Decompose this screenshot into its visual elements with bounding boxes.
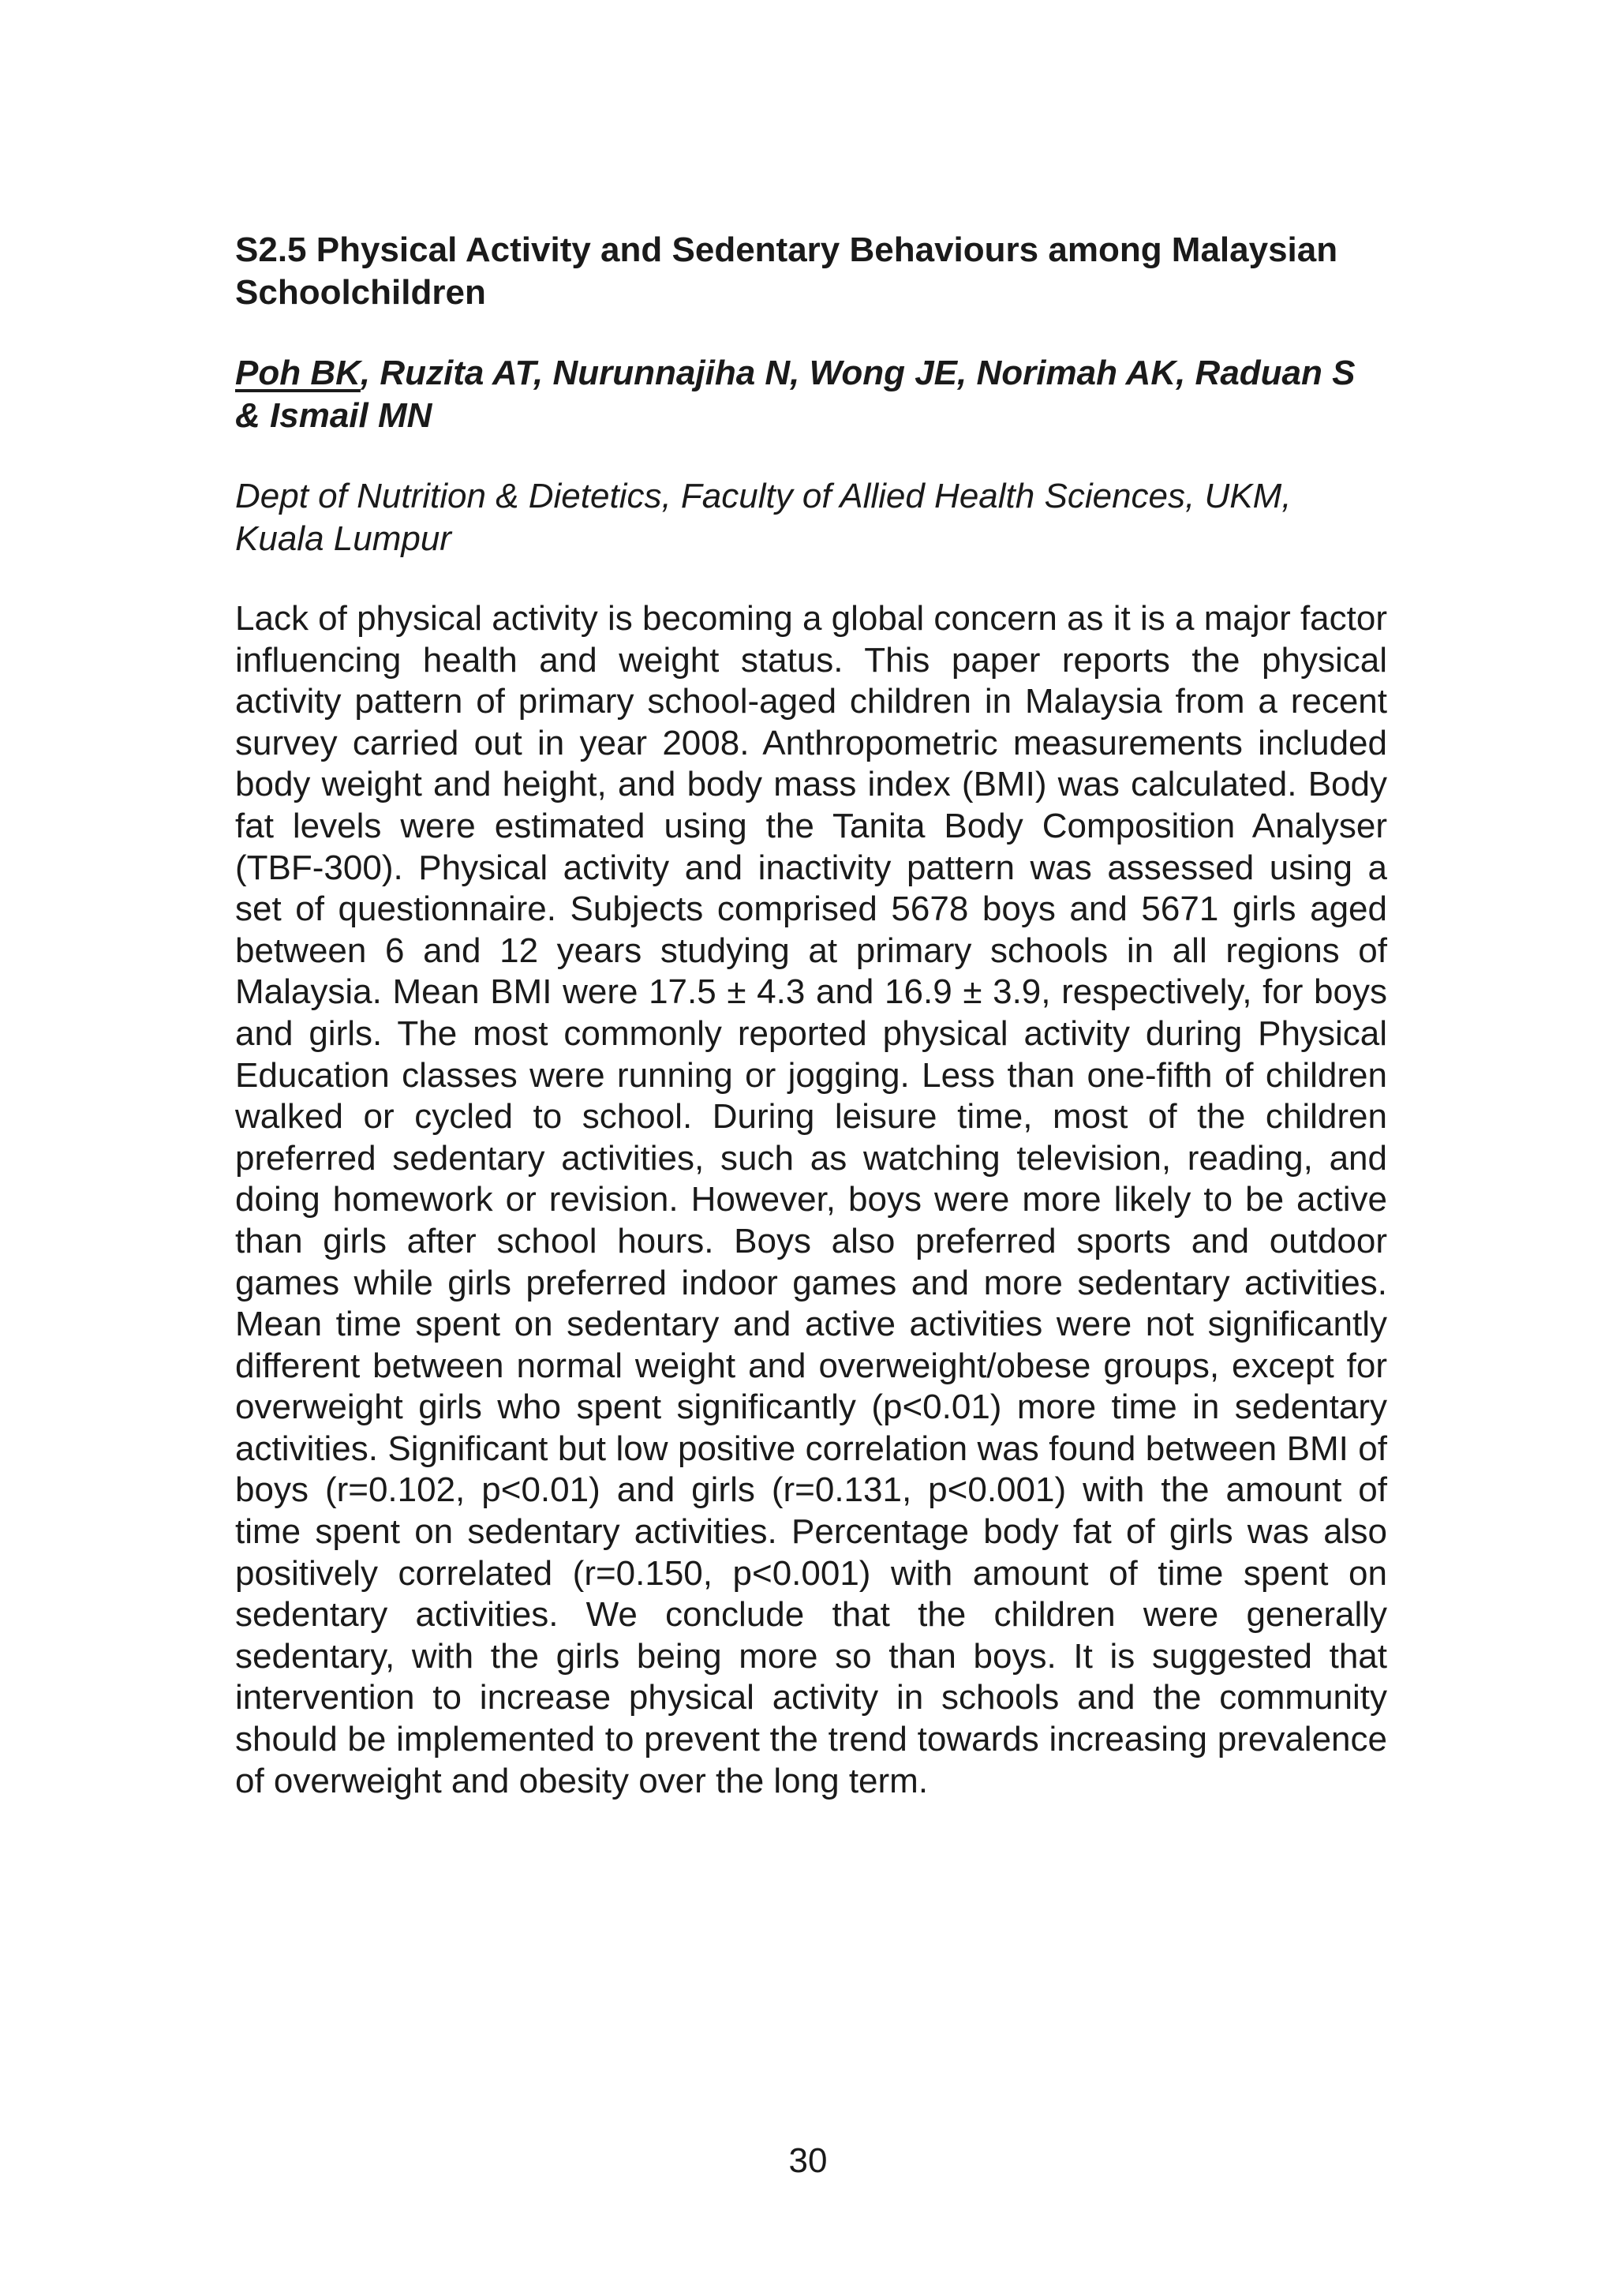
co-authors: , Ruzita AT, Nurunnajiha N, Wong JE, Norimah AK, Raduan S & Ismail MN <box>235 354 1356 435</box>
abstract-title: S2.5 Physical Activity and Sedentary Behaviours among Malaysian Schoolchildren <box>235 230 1338 312</box>
abstract-body: Lack of physical activity is becoming a global concern as it is a major factor influencing health and weight status. This paper reports the physical activity pattern of primary school-aged children in Malaysia from a recent survey carried out in year 2008. Anthropometric measurements included body weight and height, and body mass index (BMI) was calculated. Body fat levels were estimated using the Tanita Body Composition Analyser (TBF-300). Physical activity and inactivity pattern was assessed using a set of questionnaire. Subjects comprised 5678 boys and 5671 girls aged between 6 and 12 years studying at primary schools in all regions of Malaysia. Mean BMI were 17.5 ± 4.3 and 16.9 ± 3.9, respectively, for boys and girls. The most commonly reported physical activity during Physical Education classes were running or jogging. Less than one-fifth of children walked or cycled to school. During leisure time, most of the children preferred sedentary activities, such as watching television, reading, and doing homework or revision. However, boys were more likely to be active than girls after school hours. Boys also preferred sports and outdoor games while girls preferred indoor games and more sedentary activities. Mean time spent on sedentary and active activities were not significantly different between normal weight and overweight/obese groups, except for overweight girls who spent significantly (p<0.01) more time in sedentary activities. Significant but low positive correlation was found between BMI of boys (r=0.102, p<0.01) and girls (r=0.131, p<0.001) with the amount of time spent on sedentary activities. Percentage body fat of girls was also positively correlated (r=0.150, p<0.001) with amount of time spent on sedentary activities. We conclude that the children were generally sedentary, with the girls being more so than boys. It is suggested that intervention to increase physical activity in schools and the community should be implemented to prevent the trend towards increasing prevalence of overweight and obesity over the long term. <box>235 599 1387 1800</box>
page-number: 30 <box>788 2141 828 2180</box>
author-affiliation: Dept of Nutrition & Dietetics, Faculty of Allied Health Sciences, UKM, Kuala Lumpur <box>235 477 1292 558</box>
author-list <box>235 352 1387 437</box>
abstract-page <box>235 229 1387 1837</box>
presenting-author: Poh BK <box>235 354 361 392</box>
